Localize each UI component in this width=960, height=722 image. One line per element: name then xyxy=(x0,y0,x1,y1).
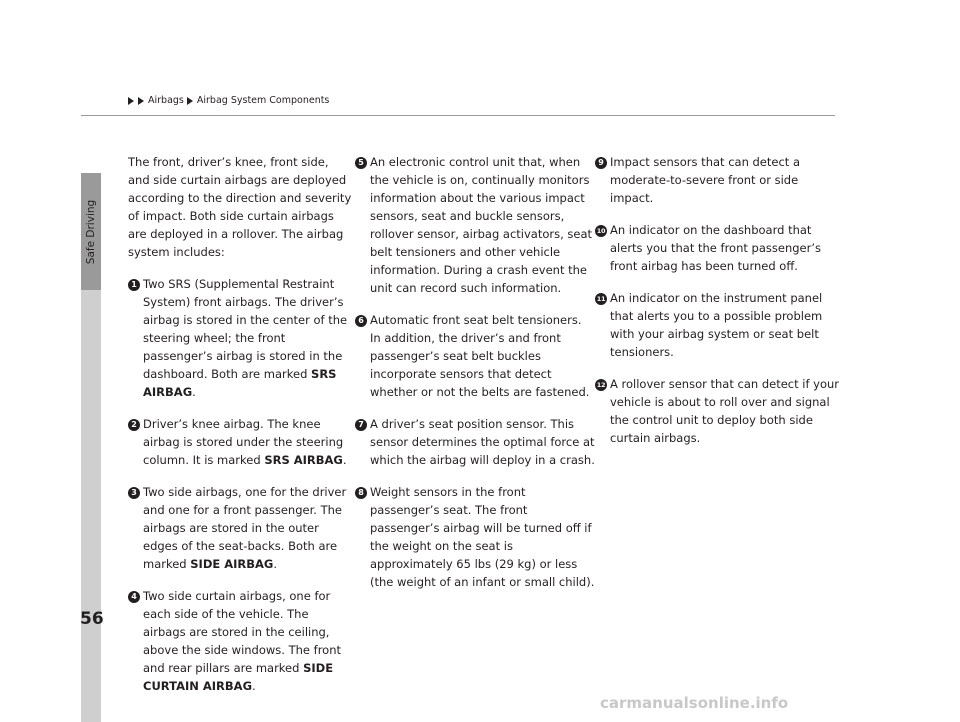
number-badge: 10 xyxy=(596,227,606,235)
list-item: 5 An electronic control unit that, when the vehicle is on, continually monitors information about the various impact sensors, seat and buckle sensors, rollover sensor, airbag activators, seat belt tensioners and other vehicle information. During a crash event the unit can record such information. xyxy=(355,153,595,297)
watermark: carmanualsonline.info xyxy=(600,694,789,712)
list-item: 7 A driver’s seat position sensor. This sensor determines the optimal force at which the airbag will deploy in a crash. xyxy=(355,415,595,469)
breadcrumb-arrow-icon xyxy=(138,97,144,105)
number-badge: 5 xyxy=(355,157,367,169)
number-badge: 9 xyxy=(595,157,607,169)
intro-paragraph: The front, driver’s knee, front side, and side curtain airbags are deployed according to the direction and severity of impact. Both side curtain airbags are deployed in a rollover. The airbag system includes: xyxy=(128,155,352,259)
list-item: 12 A rollover sensor that can detect if your vehicle is about to roll over and signal the control unit to deploy both side curtain airbags. xyxy=(596,377,840,445)
number-badge: 4 xyxy=(128,591,140,603)
breadcrumb-arrow-icon xyxy=(187,97,193,105)
breadcrumb-section[interactable]: Airbags xyxy=(148,95,184,106)
breadcrumb-arrow-icon xyxy=(128,97,134,105)
number-badge: 7 xyxy=(355,419,367,431)
list-item: 8 Weight sensors in the front passenger’s seat. The front passenger’s airbag will be turned off if the weight on the seat is approximately 65 lbs (29 kg) or less (the weight of an infant or small child). xyxy=(355,483,595,591)
list-item: 10 An indicator on the dashboard that alerts you that the front passenger’s front airbag has been turned off. xyxy=(596,223,821,273)
list-item: 3 Two side airbags, one for the driver and one for a front passenger. The airbags are stored in the outer edges of the seat-backs. Both are marked SIDE AIRBAG. xyxy=(128,483,353,573)
list-item: 11 An indicator on the instrument panel that alerts you to a possible problem with your airbag system or seat belt tensioners. xyxy=(596,291,823,359)
breadcrumb xyxy=(128,95,329,106)
list-item: 9 Impact sensors that can detect a moderate-to-severe front or side impact. xyxy=(595,153,840,207)
number-badge: 1 xyxy=(128,279,140,291)
side-tab-label: Safe Driving xyxy=(85,199,97,264)
number-badge: 3 xyxy=(128,487,140,499)
list-item: 2 Driver’s knee airbag. The knee airbag is stored under the steering column. It is marked SRS AIRBAG. xyxy=(128,415,353,469)
number-badge: 2 xyxy=(128,419,140,431)
page-number: 56 xyxy=(80,609,104,629)
list-item: 1 Two SRS (Supplemental Restraint System) front airbags. The driver’s airbag is stored in the center of the steering wheel; the front passenger’s airbag is stored in the dashboard. Both are marked SRS AIRBAG. xyxy=(128,275,353,401)
number-badge: 11 xyxy=(596,295,606,303)
column-2 xyxy=(355,153,595,605)
list-item: 4 Two side curtain airbags, one for each side of the vehicle. The airbags are stored in the ceiling, above the side windows. The front and rear pillars are marked SIDE CURTAIN AIRBAG. xyxy=(128,587,353,695)
column-1 xyxy=(128,153,353,709)
number-badge: 8 xyxy=(355,487,367,499)
list-item: 6 Automatic front seat belt tensioners. In addition, the driver’s and front passenger’s seat belt buckles incorporate sensors that detect whether or not the belts are fastened. xyxy=(355,311,595,401)
number-badge: 6 xyxy=(355,315,367,327)
header-divider xyxy=(81,115,835,116)
breadcrumb-subsection[interactable]: Airbag System Components xyxy=(196,95,330,106)
column-3 xyxy=(595,153,840,461)
number-badge: 12 xyxy=(596,381,606,389)
